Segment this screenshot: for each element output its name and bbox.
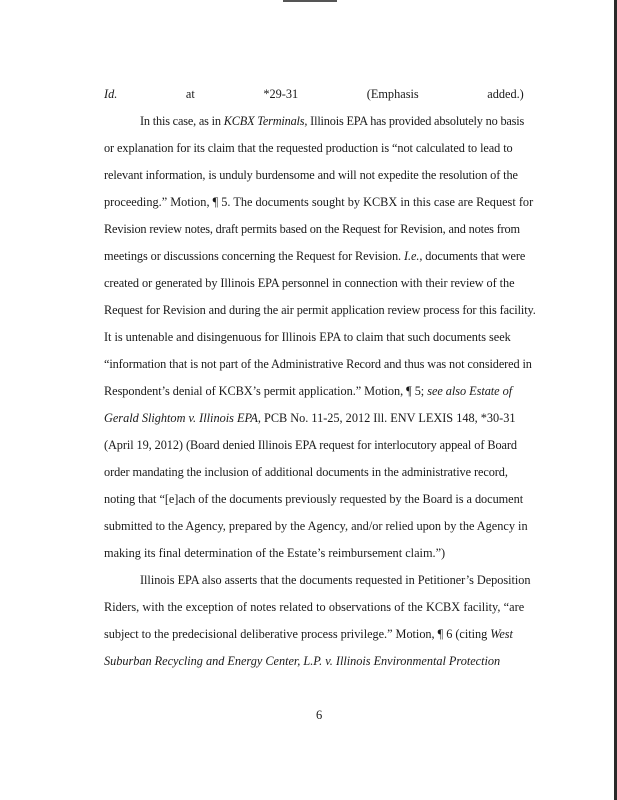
line-text: making its final determination of the Estate’s reimbursement claim.”)	[104, 546, 446, 560]
line-text: at *29-31 (Emphasis added.)	[117, 87, 524, 101]
line-text: It is untenable and disingenuous for Illinois EPA to claim that such documents seek	[104, 330, 511, 344]
italic-text: West	[490, 627, 513, 641]
line-text: submitted to the Agency, prepared by the Agency, and/or relied upon by the Agency in	[104, 519, 528, 533]
text-line	[104, 492, 523, 506]
line-text: order mandating the inclusion of additional documents in the administrative record,	[104, 465, 508, 479]
text-line	[104, 384, 512, 398]
text-line	[104, 330, 511, 344]
line-text: created or generated by Illinois EPA personnel in connection with their review of the	[104, 276, 515, 290]
line-text: relevant information, is unduly burdensome and will not expedite the resolution of the	[104, 168, 518, 182]
line-text: Request for Revision and during the air permit application review process for this facility.	[104, 303, 536, 317]
line-text: “information that is not part of the Administrative Record and thus was not considered in	[104, 357, 532, 371]
text-line	[104, 627, 513, 641]
line-text: proceeding.” Motion, ¶ 5. The documents sought by KCBX in this case are Request for	[104, 195, 534, 209]
italic-text: see also Estate of	[427, 384, 513, 398]
line-text: In this case, as in	[140, 114, 224, 128]
text-line	[104, 357, 532, 371]
text-line	[104, 411, 516, 425]
text-line	[140, 573, 530, 587]
line-text: Illinois EPA has provided absolutely no basis	[307, 114, 525, 128]
line-text: (April 19, 2012) (Board denied Illinois EPA request for interlocutory appeal of Board	[104, 438, 517, 452]
italic-text: Id.	[104, 87, 118, 101]
text-line	[104, 222, 520, 236]
text-line	[104, 546, 445, 560]
text-line	[104, 438, 517, 452]
text-line	[104, 276, 514, 290]
line-text: documents that were	[422, 249, 526, 263]
line-text: Riders, with the exception of notes related to observations of the KCBX facility, “are	[104, 600, 525, 614]
text-line	[104, 87, 524, 101]
line-text: or explanation for its claim that the requested production is “not calculated to lead to	[104, 141, 513, 155]
line-text: meetings or discussions concerning the Request for Revision.	[104, 249, 404, 263]
page-number: 6	[316, 708, 323, 722]
italic-text: I.e.,	[404, 249, 423, 263]
line-text: noting that “[e]ach of the documents previously requested by the Board is a document	[104, 492, 524, 506]
italic-text: KCBX Terminals,	[223, 114, 308, 128]
text-line	[104, 654, 500, 668]
italic-text: Suburban Recycling and Energy Center, L.P. v. Illinois Environmental Protection	[104, 654, 501, 668]
line-text: Respondent’s denial of KCBX’s permit application.” Motion, ¶ 5;	[104, 384, 428, 398]
text-line	[104, 465, 508, 479]
line-text: Illinois EPA also asserts that the documents requested in Petitioner’s Deposition	[140, 573, 531, 587]
text-line	[104, 600, 524, 614]
text-line	[104, 168, 518, 182]
line-text: subject to the predecisional deliberative process privilege.” Motion, ¶ 6 (citing	[104, 627, 491, 641]
line-text: , PCB No. 11-25, 2012 Ill. ENV LEXIS 148, *30-31	[257, 411, 516, 425]
text-line	[104, 249, 525, 263]
text-line	[104, 519, 528, 533]
text-line	[104, 141, 513, 155]
text-line	[104, 303, 536, 317]
text-line	[104, 195, 533, 209]
top-rule	[283, 0, 337, 2]
line-text: Revision review notes, draft permits based on the Request for Revision, and notes from	[104, 222, 520, 236]
text-line	[140, 114, 524, 128]
italic-text: Gerald Slightom v. Illinois EPA	[104, 411, 258, 425]
